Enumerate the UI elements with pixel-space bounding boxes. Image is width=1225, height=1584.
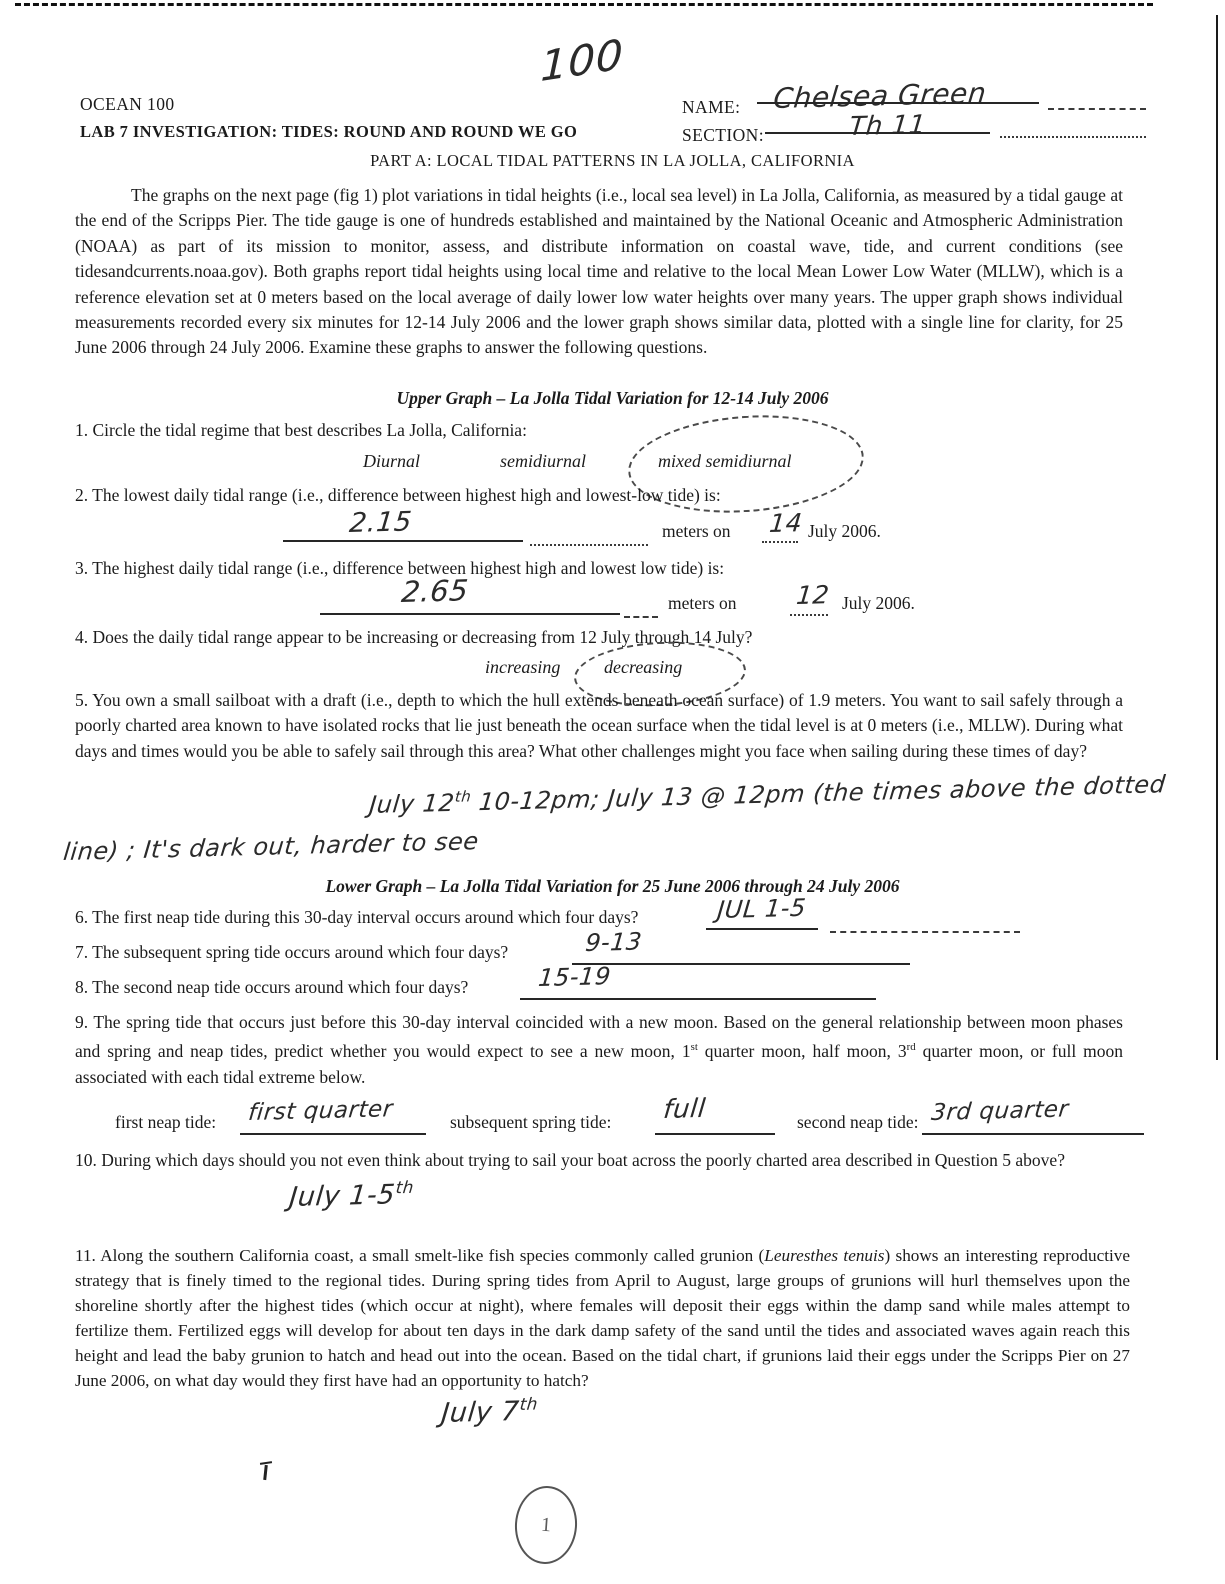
question-9 [75, 1010, 1123, 1090]
question-5: 5. You own a small sailboat with a draft (i.e., depth to which the hull extends beneath ocean surface) of 1.9 meters. You want to sail safely through a poorly charted area known to have isolated rocks that lie just beneath the ocean surface when the tidal level is at 0 meters (i.e., MLLW). During what days and times would you be able to safely sail through this area? What other challenges might you face when sailing during these times of day? [75, 690, 1123, 761]
q3-handwritten-day: 12 [795, 580, 831, 610]
q6-answer-blank-dots [830, 931, 1020, 933]
q9-second-neap-label: second neap tide: [797, 1112, 919, 1132]
upper-graph-heading: Upper Graph – La Jolla Tidal Variation for 12-14 July 2006 [396, 388, 829, 408]
q3-answer-blank-dots [624, 616, 658, 618]
q10-handwritten-answer [288, 1177, 415, 1213]
q3-handwritten-answer: 2.65 [400, 573, 471, 609]
q3-meters-label: meters on [668, 593, 737, 613]
question-3: 3. The highest daily tidal range (i.e., difference between highest high and lowest low tide) is: [75, 558, 725, 578]
q9-spring-answer: full [662, 1093, 708, 1125]
name-blank-line [757, 102, 1039, 104]
q7-answer-blank [572, 963, 910, 965]
section-label: SECTION: [682, 125, 764, 145]
question-2: 2. The lowest daily tidal range (i.e., difference between highest high and lowest-low tide) is: [75, 485, 721, 505]
section-blank-line-2 [1000, 136, 1146, 138]
q9-text-part: quarter moon, half moon, 3 [697, 1041, 907, 1062]
q5-handwritten-answer-line2: line) ; It's dark out, harder to see [62, 827, 481, 866]
intro-paragraph: The graphs on the next page (fig 1) plot variations in tidal heights (i.e., local sea level) in La Jolla, California, as measured by a tidal gauge at the end of the Scripps Pier. The tide gauge is one of hundreds established and maintained by the National Oceanic and Atmospheric Administration (NOAA) as part of its mission to monitor, assess, and distribute information on coastal wave, tide, and current conditions (see tidesandcurrents.noaa.gov). Both graphs report tidal heights using local time and relative to the local Mean Lower Low Water (MLLW), which is a reference elevation set at 0 meters based on the local average of daily lower low water heights over many years. The upper graph shows individual measurements recorded every six minutes for 12-14 July 2006 and the lower graph shows similar data, plotted with a single line for clarity, for 25 June 2006 through 24 July 2006. Examine these graphs to answer the following questions. [75, 185, 1123, 358]
q9-second-neap-answer: 3rd quarter [930, 1096, 1070, 1126]
q2-answer-blank [283, 540, 523, 542]
q3-answer-blank [320, 613, 620, 615]
q9-first-neap-blank [240, 1133, 426, 1135]
q2-handwritten-day: 14 [768, 508, 804, 538]
q9-spring-label: subsequent spring tide: [450, 1112, 612, 1132]
q2-handwritten-answer: 2.15 [348, 506, 414, 539]
name-blank-line-2 [1048, 108, 1146, 110]
q10-answer-part: July 1-5 [288, 1179, 397, 1213]
question-4: 4. Does the daily tidal range appear to be increasing or decreasing from 12 July through 14 July? [75, 627, 753, 647]
q11-handwritten-answer [440, 1394, 539, 1429]
handwritten-grade: 100 [540, 29, 624, 92]
question-6: 6. The first neap tide during this 30-day interval occurs around which four days? [75, 907, 639, 927]
q6-handwritten-answer: JUL 1-5 [716, 893, 808, 924]
q5-answer-part: 10-12pm; July 13 @ 12pm (the times above the dotted [469, 770, 1167, 817]
q5-answer-part: July 12 [368, 788, 456, 819]
q2-meters-label: meters on [662, 521, 731, 541]
q1-option-semidiurnal: semidiurnal [500, 451, 587, 471]
q11-text-part: ) shows an interesting reproductive strategy that is finely timed to the regional tides. During spring tides from April to August, large groups of grunions will hurl themselves upon the shoreline shortly after the highest tides (which occur at night), where females will deposit their eggs within the damp sand while males attempt to fertilize them. Fertilized eggs will develop for about ten days in the dark damp safety of the sand until the tides and associated waves again reach this height and lead the baby grunion to hatch and head out into the ocean. Based on the tidal chart, if grunions laid their eggs under the Scripps Pier on 27 June 2006, on what day would they first have had an opportunity to hatch? [75, 1246, 1131, 1390]
q8-answer-blank [520, 998, 876, 1000]
q4-option-decreasing: decreasing [604, 657, 683, 677]
q11-answer-part: July 7 [440, 1395, 521, 1429]
question-10: 10. During which days should you not even think about trying to sail your boat across the poorly charted area described in Question 5 above? [75, 1150, 1065, 1170]
q9-first-neap-label: first neap tide: [115, 1112, 217, 1132]
q3-day-blank [790, 614, 828, 616]
stray-ink-mark [258, 1462, 274, 1482]
q9-text-part: quarter moon, or full moon associated with each tidal extreme below. [75, 1041, 1123, 1087]
question-11 [75, 1243, 1130, 1393]
q10-answer-sup: th [394, 1176, 415, 1198]
q2-answer-blank-dots [530, 544, 648, 546]
q1-option-diurnal: Diurnal [363, 451, 421, 471]
part-a-heading: PART A: LOCAL TIDAL PATTERNS IN LA JOLLA, CALIFORNIA [370, 151, 855, 170]
lower-graph-heading: Lower Graph – La Jolla Tidal Variation for 25 June 2006 through 24 July 2006 [325, 876, 900, 896]
page-number-circle [512, 1484, 579, 1566]
q6-answer-blank [706, 928, 818, 930]
scan-edge-line-top [15, 3, 1153, 6]
course-title: OCEAN 100 [80, 94, 175, 114]
q3-date-label: July 2006. [842, 593, 915, 613]
q9-first-neap-answer: first quarter [247, 1096, 395, 1126]
q9-sup-1st: st [690, 1041, 698, 1054]
handwritten-name: Chelsea Green [772, 76, 988, 115]
q7-handwritten-answer: 9-13 [584, 927, 644, 957]
q4-option-increasing: increasing [485, 657, 561, 677]
q11-species-name: Leuresthes tenuis [764, 1246, 885, 1265]
question-8: 8. The second neap tide occurs around which four days? [75, 977, 469, 997]
q11-answer-sup: th [518, 1393, 539, 1414]
q5-handwritten-answer-line1 [368, 769, 1167, 819]
question-1: 1. Circle the tidal regime that best describes La Jolla, California: [75, 420, 527, 440]
handwritten-section: Th 11 [848, 110, 928, 142]
name-label: NAME: [682, 97, 741, 117]
question-7: 7. The subsequent spring tide occurs around which four days? [75, 942, 509, 962]
q9-sup-3rd: rd [906, 1041, 916, 1054]
q1-option-mixed-semidiurnal: mixed semidiurnal [658, 451, 792, 471]
q9-spring-blank [655, 1133, 775, 1135]
q2-day-blank [762, 541, 798, 543]
q2-date-label: July 2006. [808, 521, 881, 541]
q11-text-part: 11. Along the southern California coast, a small smelt-like fish species commonly called grunion ( [75, 1246, 765, 1265]
lab-title: LAB 7 INVESTIGATION: TIDES: ROUND AND ROUND WE GO [80, 122, 578, 141]
q9-text-part: 9. The spring tide that occurs just before this 30-day interval coincided with a new moon. Based on the general relationship between moon phases and spring and neap tides, predict whether you would expect to see a new moon, 1 [75, 1012, 1123, 1062]
page-number: 1 [540, 1513, 552, 1536]
q5-answer-sup: th [454, 787, 473, 806]
q9-second-neap-blank [922, 1133, 1144, 1135]
section-blank-line [765, 132, 990, 134]
q8-handwritten-answer: 15-19 [537, 962, 613, 992]
